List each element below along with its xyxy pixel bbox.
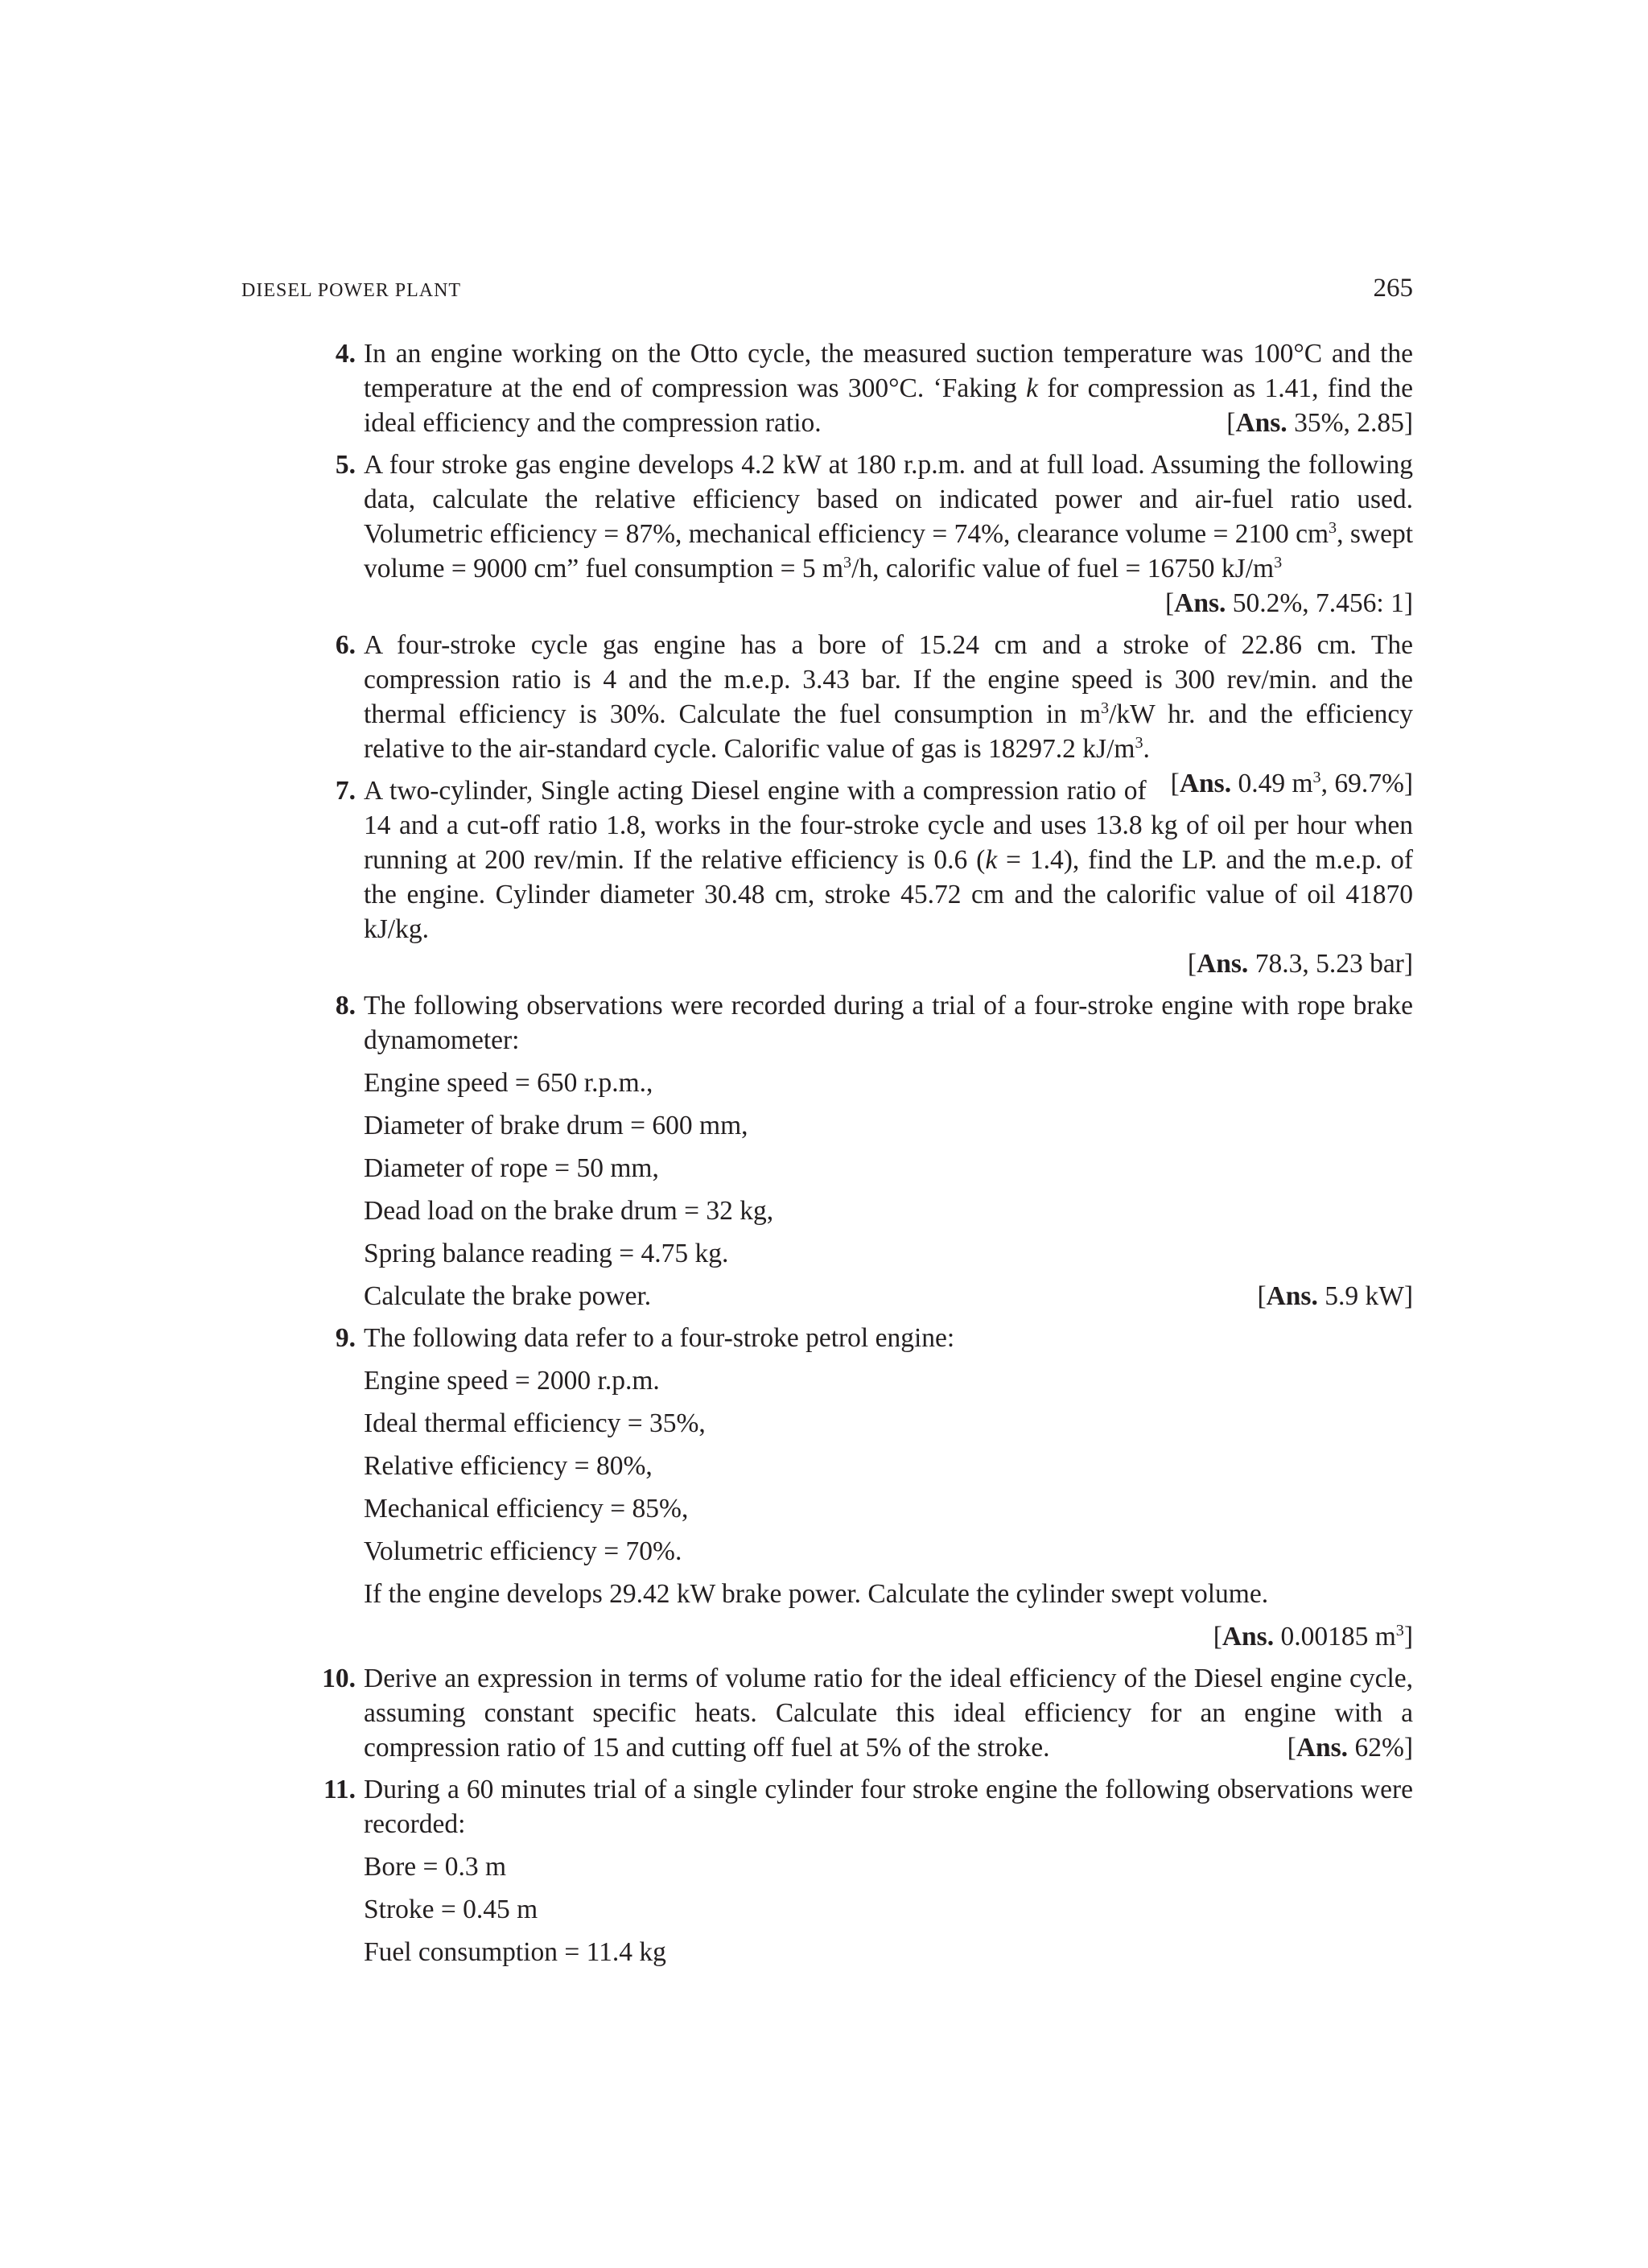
problem-6 <box>314 628 1413 798</box>
observation-list <box>364 1066 1413 1271</box>
list-item: Volumetric efficiency = 70%. <box>364 1536 682 1566</box>
list-item: Spring balance reading = 4.75 kg. <box>364 1239 729 1268</box>
problem-number: 5. <box>335 450 356 480</box>
problem-text: In an engine working on the Otto cycle, the measured suction temperature was 100°C and the temperature at the end of compression was 300°C. ‘Faking k for compression as 1.41, find the ideal efficiency and the compression ratio. [Ans. 35%, 2.85] <box>364 336 1413 440</box>
problem-11 <box>314 1772 1413 1969</box>
answer: [Ans. 5.9 kW] <box>1257 1281 1413 1311</box>
list-item: Stroke = 0.45 m <box>364 1895 538 1924</box>
answer: [Ans. 0.49 $m^3$, 69.7%] <box>1170 768 1413 798</box>
problem-number: 10. <box>322 1664 356 1693</box>
problem-text: Derive an expression in terms of volume ratio for the ideal efficiency of the Diesel engine cycle, assuming constant specific heats. Calculate this ideal efficiency for an engine with a compression ratio of 15 and cutting off fuel at 5% of the stroke. [Ans. 62%] <box>364 1661 1413 1765</box>
list-item: Bore = 0.3 m <box>364 1852 507 1882</box>
problem-number: 4. <box>335 339 356 369</box>
problem-number: 11. <box>323 1775 356 1804</box>
problem-4 <box>314 336 1413 440</box>
problem-10 <box>314 1661 1413 1765</box>
problem-9 <box>314 1321 1413 1654</box>
answer: [Ans. 50.2%, 7.456: 1] <box>1164 588 1413 618</box>
problem-intro: The following data refer to a four-stroke petrol engine: <box>364 1323 955 1353</box>
problem-number: 7. <box>335 776 356 806</box>
answer: [Ans. 0.00185 $m^3$] <box>1213 1621 1413 1652</box>
problem-question: Calculate the brake power. [Ans. 5.9 kW] <box>364 1279 1413 1313</box>
observation-list <box>364 1849 1413 1969</box>
answer: [Ans. 78.3, 5.23 bar] <box>1187 949 1413 979</box>
data-list <box>364 1363 1413 1569</box>
running-title: DIESEL POWER PLANT <box>241 280 462 301</box>
running-head <box>241 274 1413 309</box>
problem-intro: The following observations were recorded during a trial of a four-stroke engine with rope brake dynamometer: <box>364 991 1413 1055</box>
answer: [Ans. 35%, 2.85] <box>1226 408 1413 438</box>
list-item: Engine speed = 2000 r.p.m. <box>364 1366 660 1396</box>
answer: [Ans. 62%] <box>1287 1733 1413 1763</box>
problem-7 <box>314 773 1413 981</box>
list-item: Diameter of brake drum = 600 mm, <box>364 1111 748 1140</box>
list-item: Mechanical efficiency = 85%, <box>364 1494 689 1524</box>
list-item: Ideal thermal efficiency = 35%, <box>364 1408 706 1438</box>
list-item: Engine speed = 650 r.p.m., <box>364 1068 653 1098</box>
problem-number: 8. <box>335 991 356 1021</box>
list-item: Diameter of rope = 50 mm, <box>364 1153 659 1183</box>
list-item: Dead load on the brake drum = 32 kg, <box>364 1196 774 1226</box>
problem-question: If the engine develops 29.42 kW brake power. Calculate the cylinder swept volume. <box>364 1579 1269 1609</box>
list-item: Fuel consumption = 11.4 kg <box>364 1937 666 1967</box>
problem-number: 9. <box>335 1323 356 1353</box>
problem-text: A four stroke gas engine develops 4.2 kW at 180 r.p.m. and at full load. Assuming the following data, calculate the relative efficiency based on indicated power and air-fuel ratio used. Volumetric efficiency = 87%, mechanical efficiency = 74%, clearance volume = 2100 $cm^3$, swept volume = 9000 cm” fuel consumption = 5 $m^3/h$, calorific value of fuel = 16750 $kJ/m^3$ <box>364 450 1414 583</box>
problem-8 <box>314 988 1413 1313</box>
problem-intro: During a 60 minutes trial of a single cylinder four stroke engine the following observations were recorded: <box>364 1775 1413 1839</box>
page-number: 265 <box>1373 274 1413 303</box>
problem-5 <box>314 447 1413 621</box>
problem-text: A two-cylinder, Single acting Diesel engine with a compression ratio of 14 and a cut-off ratio 1.8, works in the four-stroke cycle and uses 13.8 kg of oil per hour when running at 200 rev/min. If the relative efficiency is 0.6 (k = 1.4), find the LP. and the m.e.p. of the engine. Cylinder diameter 30.48 cm, stroke 45.72 cm and the calorific value of oil 41870 kJ/kg. <box>364 776 1414 944</box>
problem-text: A four-stroke cycle gas engine has a bore of 15.24 cm and a stroke of 22.86 cm. The compression ratio is 4 and the m.e.p. 3.43 bar. If the engine speed is 300 rev/min. and the thermal efficiency is 30%. Calculate the fuel consumption in $m^3/kW$ hr. and the efficiency relative to the air-standard cycle. Calorific value of gas is 18297.2 $kJ/m^3$. [Ans. 0.49 $m^3$, 69.7%] <box>364 628 1413 766</box>
problem-list <box>314 336 1413 1977</box>
problem-number: 6. <box>335 630 356 660</box>
list-item: Relative efficiency = 80%, <box>364 1451 653 1481</box>
